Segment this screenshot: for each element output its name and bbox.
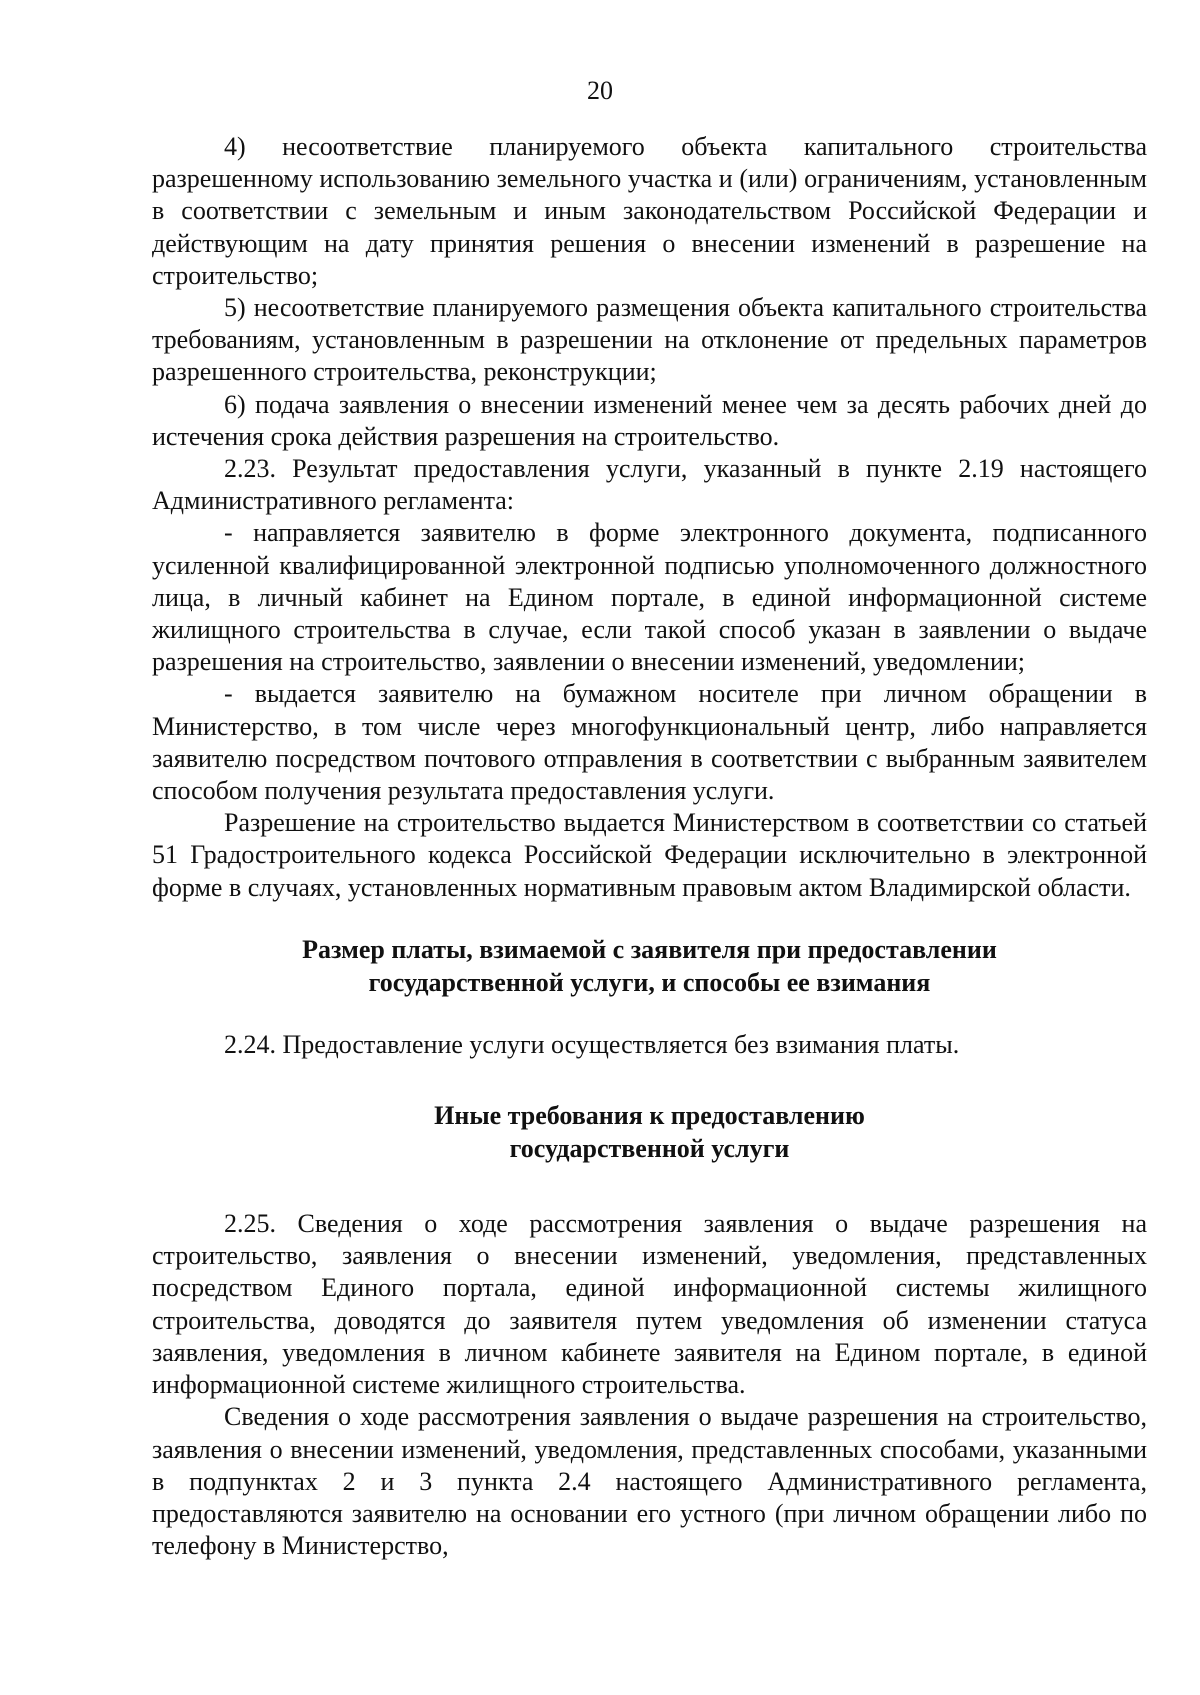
paragraph-result-electronic: - направляется заявителю в форме электронного документа, подписанного усиленной квалифицированной электронной подписью уполномоченного должностного лица, в личный кабинет на Едином портале, в единой информационной системе жилищного строительства в случае, если такой способ указан в заявлении о выдаче разрешения на строительство, заявлении о внесении изменений, уведомлении;	[152, 518, 1147, 677]
section-heading-other-requirements	[152, 1099, 1147, 1165]
paragraph-result-paper: - выдается заявителю на бумажном носителе при личном обращении в Министерство, в том числе через многофункциональный центр, либо направляется заявителю посредством почтового отправления в соответствии с выбранным заявителем способом получения результата предоставления услуги.	[152, 679, 1147, 806]
paragraph-2-25: 2.25. Сведения о ходе рассмотрения заявления о выдаче разрешения на строительство, заявления о внесении изменений, уведомления, представленных посредством Единого портала, единой информационной системы жилищного строительства, доводятся до заявителя путем уведомления об изменении статуса заявления, уведомления в личном кабинете заявителя на Едином портале, в единой информационной системе жилищного строительства.	[152, 1209, 1147, 1400]
heading-line: государственной услуги, и способы ее взимания	[368, 967, 931, 997]
section-heading-fee	[152, 933, 1147, 999]
paragraph-item-4: 4) несоответствие планируемого объекта капитального строительства разрешенному использованию земельного участка и (или) ограничениям, установленным в соответствии с земельным и иным законодательством Российской Федерации и действующим на дату принятия решения о внесении изменений в разрешение на строительство;	[152, 132, 1147, 290]
document-body	[152, 131, 1147, 1562]
spacer	[152, 1061, 1147, 1099]
paragraph-permit-issued: Разрешение на строительство выдается Министерством в соответствии со статьей 51 Градостроительного кодекса Российской Федерации исключительно в электронной форме в случаях, установленных нормативным правовым актом Владимирской области.	[152, 808, 1147, 902]
spacer	[152, 999, 1147, 1029]
paragraph-item-6: 6) подача заявления о внесении изменений менее чем за десять рабочих дней до истечения срока действия разрешения на строительство.	[152, 389, 1147, 451]
paragraph-2-23: 2.23. Результат предоставления услуги, указанный в пункте 2.19 настоящего Административного регламента:	[152, 454, 1147, 516]
paragraph-2-24: 2.24. Предоставление услуги осуществляется без взимания платы.	[224, 1029, 960, 1059]
heading-line: Иные требования к предоставлению	[434, 1101, 865, 1131]
heading-line: Размер платы, взимаемой с заявителя при предоставлении	[302, 934, 997, 964]
spacer	[152, 904, 1147, 933]
paragraph-item-5: 5) несоответствие планируемого размещения объекта капитального строительства требованиям, установленным в разрешении на отклонение от предельных параметров разрешенного строительства, реконструкции;	[152, 293, 1147, 387]
page-number: 20	[587, 76, 613, 105]
spacer	[152, 1165, 1147, 1208]
paragraph-info-other-ways: Сведения о ходе рассмотрения заявления о выдаче разрешения на строительство, заявления о внесении изменений, уведомления, представленных способами, указанными в подпунктах 2 и 3 пункта 2.4 настоящего Административного регламента, предоставляются заявителю на основании его устного (при личном обращении либо по телефону в Министерство,	[152, 1402, 1147, 1561]
heading-line: государственной услуги	[509, 1134, 790, 1164]
